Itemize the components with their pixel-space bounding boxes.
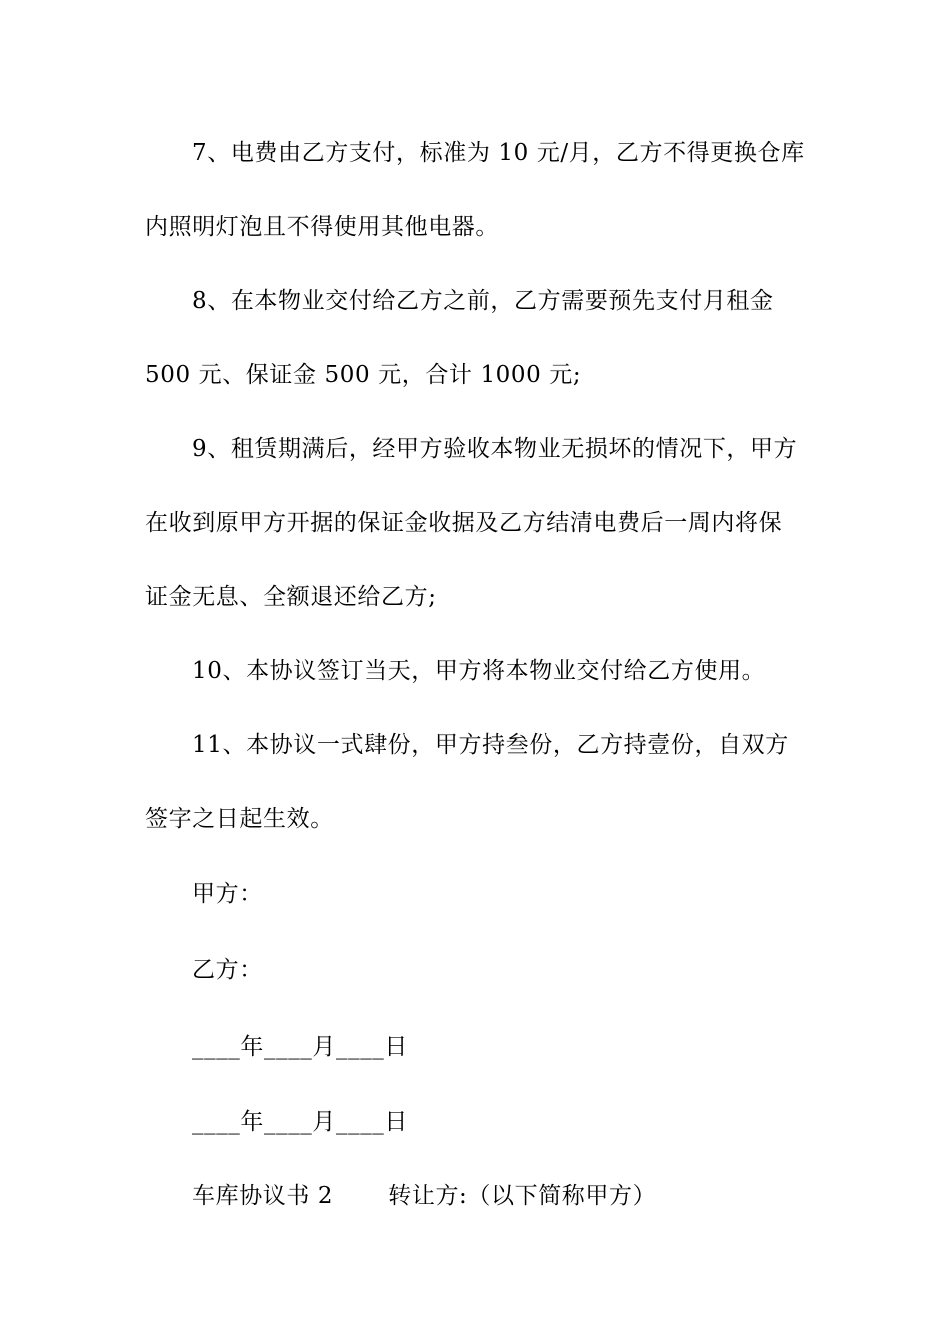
clause-11-line-1: 11、本协议一式肆份，甲方持叁份，乙方持壹份，自双方 — [192, 732, 789, 758]
party-a-signature-label: 甲方： — [192, 881, 263, 907]
clause-9-line-2: 在收到原甲方开据的保证金收据及乙方结清电费后一周内将保 — [145, 510, 783, 536]
clause-7-line-1: 7、电费由乙方支付，标准为 10 元/月，乙方不得更换仓库 — [192, 140, 805, 166]
clause-9-line-3: 证金无息、全额退还给乙方; — [145, 584, 437, 610]
date-line-1: ____年____月____日 — [192, 1034, 408, 1060]
clause-9-line-1: 9、租赁期满后，经甲方验收本物业无损坏的情况下，甲方 — [192, 436, 798, 462]
date-line-2: ____年____月____日 — [192, 1109, 408, 1135]
clause-10-line-1: 10、本协议签订当天，甲方将本物业交付给乙方使用。 — [192, 658, 766, 684]
party-b-signature-label: 乙方： — [192, 957, 263, 983]
clause-7-line-2: 内照明灯泡且不得使用其他电器。 — [145, 214, 499, 240]
clause-8-line-1: 8、在本物业交付给乙方之前，乙方需要预先支付月租金 — [192, 288, 774, 314]
next-agreement-heading: 车库协议书 2 转让方:（以下简称甲方） — [192, 1183, 657, 1209]
clause-11-line-2: 签字之日起生效。 — [145, 806, 334, 832]
clause-8-line-2: 500 元、保证金 500 元，合计 1000 元; — [145, 362, 582, 388]
